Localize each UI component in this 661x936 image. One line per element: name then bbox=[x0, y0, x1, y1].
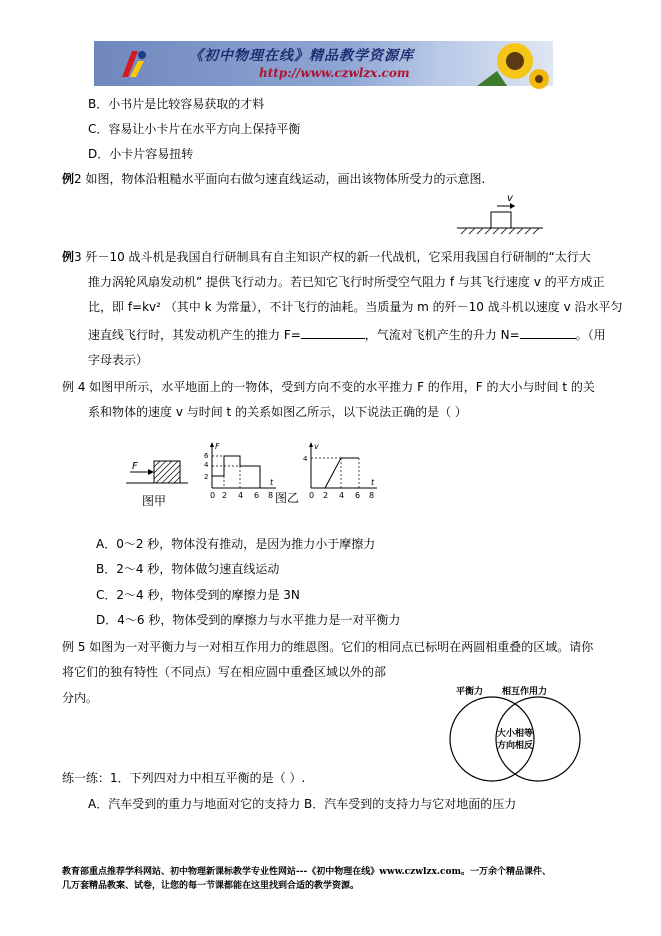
v-axis-label: v bbox=[314, 442, 319, 451]
svg-text:6: 6 bbox=[254, 491, 260, 500]
svg-text:6: 6 bbox=[355, 491, 361, 500]
example-3-line-3: 比，即 f=kv² （其中 k 为常量），不计飞行的油耗。当质量为 m 的歼－10 战斗机以速度 v 沿水平匀 bbox=[88, 300, 623, 314]
option-a[interactable]: A．0～2 秒，物体没有推动，是因为推力小于摩擦力 bbox=[96, 537, 376, 551]
svg-text:8: 8 bbox=[369, 491, 375, 500]
practice-options[interactable]: A．汽车受到的重力与地面对它的支持力 B．汽车受到的支持力与它对地面的压力 bbox=[88, 797, 517, 811]
header-banner bbox=[94, 41, 553, 86]
svg-text:6: 6 bbox=[204, 452, 209, 460]
example-3-line-1: 例3 歼－10 战斗机是我国自行研制具有自主知识产权的新一代战机，它采用我国自行研制的“太行大 bbox=[62, 250, 591, 264]
example-5-line-3: 分内。 bbox=[62, 691, 99, 705]
example-3-line-5: 字母表示） bbox=[88, 353, 149, 367]
svg-text:0: 0 bbox=[210, 491, 216, 500]
force-label: F bbox=[132, 461, 138, 472]
svg-text:4: 4 bbox=[303, 455, 308, 463]
svg-text:0: 0 bbox=[309, 491, 315, 500]
example-3-label: 例 bbox=[62, 250, 75, 264]
example-3-line-2: 推力涡轮风扇发动机” 提供飞行动力。若已知它飞行时所受空气阻力 f 与其飞行速度 v 的平方成正 bbox=[88, 275, 605, 289]
footer-line-1: 教育部重点推荐学科网站、初中物理新课标教学专业性网站---《初中物理在线》www.czwlzx.com。一万余个精品课件、 bbox=[62, 867, 552, 877]
figure-jia-caption: 图甲 bbox=[142, 494, 167, 508]
option-d-prev: D．小卡片容易扭转 bbox=[88, 147, 194, 161]
figure-yi-F-graph bbox=[200, 440, 280, 510]
footer-line-2: 几万套精品教案、试卷，让您的每一节课都能在这里找到合适的教学资源。 bbox=[62, 881, 360, 891]
example-2-label: 例 bbox=[62, 172, 75, 186]
logo-icon bbox=[116, 47, 150, 81]
svg-text:2: 2 bbox=[222, 491, 228, 500]
answer-blank-N[interactable] bbox=[520, 327, 576, 339]
block bbox=[491, 212, 511, 228]
venn-right-circle bbox=[496, 697, 580, 781]
velocity-label: v bbox=[507, 193, 513, 204]
example-2-text: 2 如图，物体沿粗糙水平面向右做匀速直线运动，画出该物体所受力的示意图. bbox=[74, 172, 486, 186]
venn-left-circle bbox=[450, 697, 534, 781]
sunflower-icon bbox=[477, 41, 547, 86]
example-5-line-2: 将它们的独有特性（不同点）写在相应圆中重叠区域以外的部 bbox=[62, 665, 387, 679]
t-axis-label: t bbox=[270, 478, 274, 487]
figure-yi-v-graph bbox=[275, 440, 393, 510]
svg-text:8: 8 bbox=[268, 491, 274, 500]
venn-right-label: 相互作用力 bbox=[502, 687, 548, 697]
venn-common-2: 方向相反 bbox=[497, 741, 534, 751]
venn-left-label: 平衡力 bbox=[456, 687, 484, 697]
example-4-line-1: 例 4 如图甲所示，水平地面上的一物体，受到方向不变的水平推力 F 的作用，F 的大小与时间 t 的关 bbox=[62, 380, 595, 394]
svg-text:4: 4 bbox=[204, 461, 209, 469]
example-5-line-1: 例 5 如图为一对平衡力与一对相互作用力的维恩图。它们的相同点已标明在两圆相重叠的区域。请你 bbox=[62, 640, 594, 654]
svg-text:4: 4 bbox=[339, 491, 345, 500]
svg-text:2: 2 bbox=[323, 491, 329, 500]
figure-yi-caption: 图乙 bbox=[275, 491, 300, 505]
banner-url: http://www.czwlzx.com bbox=[259, 66, 410, 80]
figure-jia bbox=[120, 455, 190, 510]
option-d[interactable]: D．4～6 秒，物体受到的摩擦力与水平推力是一对平衡力 bbox=[96, 613, 401, 627]
venn-common-1: 大小相等 bbox=[497, 729, 534, 739]
svg-text:4: 4 bbox=[238, 491, 244, 500]
practice-question: 练一练：1．下列四对力中相互平衡的是（ ）. bbox=[62, 771, 306, 785]
example-4-line-2: 系和物体的速度 v 与时间 t 的关系如图乙所示，以下说法正确的是（ ） bbox=[88, 405, 467, 419]
banner-title: 《初中物理在线》精品教学资源库 bbox=[189, 48, 414, 64]
option-b-prev: B．小书片是比较容易获取的才料 bbox=[88, 97, 265, 111]
option-b[interactable]: B．2～4 秒，物体做匀速直线运动 bbox=[96, 562, 280, 576]
svg-text:t: t bbox=[371, 478, 375, 487]
F-axis-label: F bbox=[215, 442, 220, 451]
example-2 bbox=[62, 172, 485, 186]
svg-text:2: 2 bbox=[204, 473, 209, 481]
option-c-prev: C．容易让小卡片在水平方向上保持平衡 bbox=[88, 122, 301, 136]
option-c[interactable]: C．2～4 秒，物体受到的摩擦力是 3N bbox=[96, 588, 300, 602]
answer-blank-F[interactable] bbox=[301, 327, 365, 339]
example-2-figure bbox=[455, 192, 545, 237]
venn-diagram bbox=[440, 684, 590, 784]
example-3-line-4: 速直线飞行时，其发动机产生的推力 F= ，气流对飞机产生的升力 N= 。（用 bbox=[88, 328, 606, 342]
